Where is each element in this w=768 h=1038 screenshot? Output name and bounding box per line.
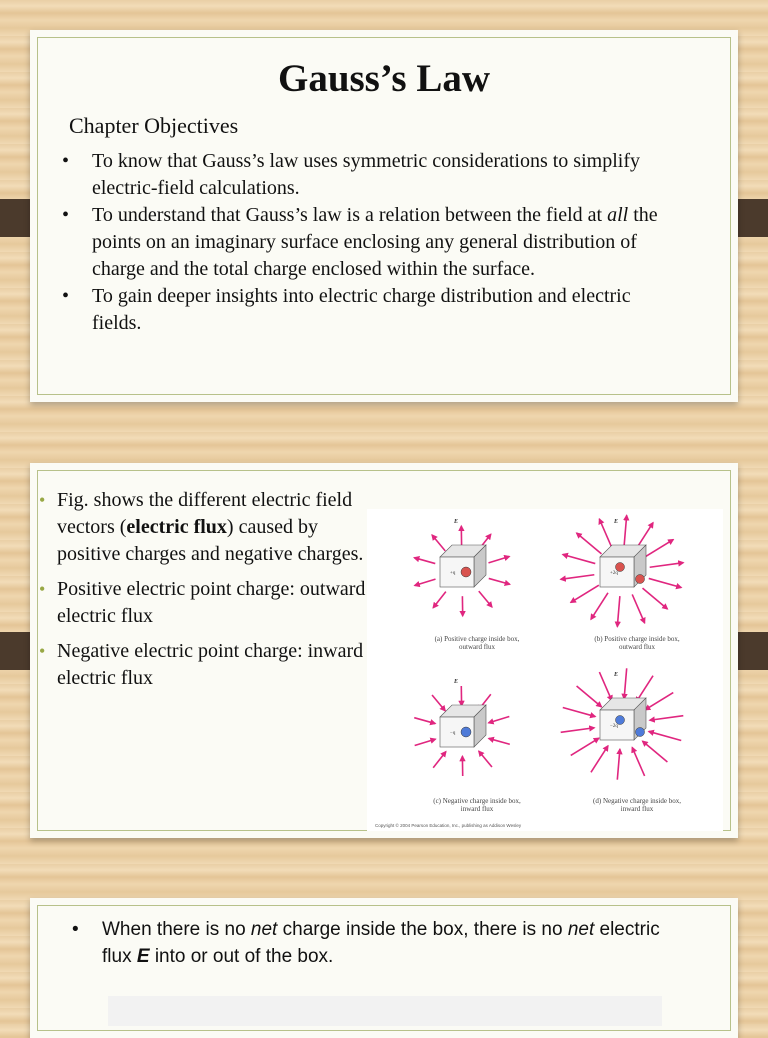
figure-caption: outward flux: [459, 643, 495, 651]
field-arrow: [645, 693, 673, 710]
slide-title: Gauss’s Law: [30, 56, 738, 101]
field-arrow: [489, 716, 510, 722]
flux-panel: [414, 679, 521, 813]
field-arrow: [617, 749, 620, 780]
bullet-icon: •: [39, 487, 45, 514]
field-arrow: [650, 563, 684, 568]
figure-caption: inward flux: [461, 805, 494, 813]
list-item: [60, 202, 680, 283]
figure-placeholder: [108, 996, 662, 1026]
field-arrow: [563, 708, 595, 717]
charge-icon: [636, 728, 645, 737]
field-arrow: [489, 578, 510, 584]
flux-panel: [561, 515, 684, 651]
field-arrow: [650, 716, 684, 721]
bullet-text: Fig. shows the different electric field vectors (: [57, 489, 352, 538]
figure-caption: (c) Negative charge inside box,: [433, 797, 521, 805]
field-arrow: [599, 519, 611, 547]
field-arrow: [433, 592, 446, 608]
field-arrow: [433, 752, 446, 768]
field-arrow: [643, 741, 668, 762]
charge-icon: [636, 575, 645, 584]
bullet-text: Negative electric point charge: inward electric flux: [57, 640, 363, 689]
field-arrow: [414, 718, 435, 724]
bullet-icon: •: [62, 148, 69, 175]
charge-icon: [461, 567, 471, 577]
bullet-icon: •: [62, 202, 69, 229]
field-arrow: [479, 591, 492, 607]
figure-caption: (a) Positive charge inside box,: [435, 635, 520, 643]
flux-panel: [561, 668, 684, 813]
slide-subtitle: Chapter Objectives: [69, 113, 238, 139]
flux-list: [30, 487, 370, 700]
figure-caption: inward flux: [621, 805, 654, 813]
field-arrow: [632, 594, 644, 622]
field-arrow: [624, 515, 627, 546]
field-arrow: [563, 555, 595, 564]
bullet-text: To know that Gauss’s law uses symmetric considerations to simplify electric-field calculations.: [92, 150, 640, 199]
flux-figure: [367, 509, 723, 831]
field-arrow: [649, 578, 681, 587]
slide-net-flux: [30, 898, 738, 1038]
field-label: E: [613, 519, 618, 525]
slide-objectives: [30, 30, 738, 402]
list-item: [30, 487, 370, 568]
field-arrow: [643, 588, 668, 609]
figure-caption: outward flux: [619, 643, 655, 651]
charge-label: −q: [450, 731, 456, 736]
field-label: E: [453, 679, 458, 685]
field-arrow: [489, 556, 510, 562]
field-arrow: [415, 739, 436, 745]
field-arrow: [591, 746, 608, 772]
field-arrow: [561, 728, 595, 733]
bullet-icon: •: [72, 916, 79, 943]
field-arrow: [561, 575, 595, 580]
bullet-emphasis: all: [607, 204, 628, 226]
field-arrow: [577, 686, 602, 707]
list-item: [30, 638, 370, 692]
bullet-text: Positive electric point charge: outward electric flux: [57, 578, 365, 627]
flux-symbol: E: [137, 946, 150, 967]
list-item: [30, 576, 370, 630]
bullet-bold: electric flux: [126, 516, 227, 538]
text-segment: electric flux: [102, 919, 660, 967]
field-arrow: [632, 747, 644, 775]
field-arrow: [571, 738, 599, 755]
field-arrow: [479, 751, 492, 767]
field-arrow: [645, 540, 673, 557]
field-arrow: [617, 596, 620, 627]
field-arrow: [414, 558, 435, 564]
list-item: [60, 148, 680, 202]
slide-electric-flux: [30, 463, 738, 838]
bullet-text: the points on an imaginary surface enclosing any general distribution of charge and the total charge enclosed within the surface.: [92, 204, 658, 280]
figure-caption: (b) Positive charge inside box,: [594, 635, 679, 643]
field-arrow: [591, 593, 608, 619]
field-label: E: [453, 519, 458, 525]
field-arrow: [571, 585, 599, 602]
flux-panel: [414, 519, 519, 651]
field-arrow: [432, 695, 445, 711]
field-arrow: [624, 668, 627, 699]
bullet-icon: •: [39, 638, 45, 665]
charge-label: +q: [450, 571, 456, 576]
field-label: E: [613, 672, 618, 678]
net-flux-bullet: [72, 916, 692, 970]
field-arrow: [489, 738, 510, 744]
bullet-icon: •: [39, 576, 45, 603]
text-segment: into or out of the box.: [150, 946, 334, 967]
field-arrow: [415, 579, 436, 585]
text-segment: charge inside the box, there is no: [277, 919, 567, 940]
text-emphasis: net: [251, 919, 277, 940]
bullet-text: To gain deeper insights into electric charge distribution and electric fields.: [92, 285, 631, 334]
field-arrow: [432, 535, 445, 551]
bullet-text: ) caused by positive charges and negative charges.: [57, 516, 363, 565]
bullet-icon: •: [62, 283, 69, 310]
bullet-text: To understand that Gauss’s law is a relation between the field at: [92, 204, 607, 226]
flux-diagram: [367, 509, 723, 831]
text-segment: When there is no: [102, 919, 251, 940]
figure-copyright: Copyright © 2004 Pearson Education, Inc., publishing as Addison Wesley: [375, 822, 522, 828]
list-item: [60, 283, 680, 337]
charge-label: −2q: [610, 724, 618, 729]
charge-icon: [461, 727, 471, 737]
text-emphasis: net: [568, 919, 594, 940]
field-arrow: [577, 533, 602, 554]
charge-label: +2q: [610, 571, 618, 576]
field-arrow: [649, 731, 681, 740]
objectives-list: [60, 148, 680, 337]
field-arrow: [599, 672, 611, 700]
figure-caption: (d) Negative charge inside box,: [593, 797, 681, 805]
bullet-text: [72, 916, 692, 970]
